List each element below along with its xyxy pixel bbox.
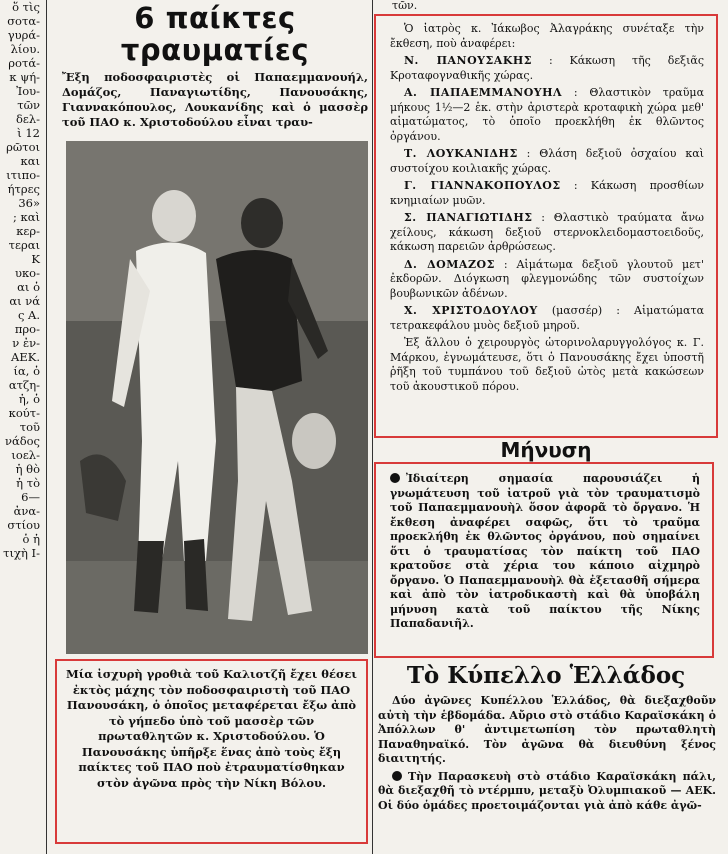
top-fragment: τῶν. — [392, 0, 418, 12]
report-intro: Ὁ ἰατρὸς κ. Ἰάκωβος Ἀλαγράκης συνέταξε τὴν ἔκθεση, ποὺ ἀναφέρει: — [390, 22, 704, 50]
left-column-line: ὶ 12 — [17, 126, 40, 140]
left-column-line: κούτ- — [8, 406, 40, 420]
player-name: Χ. ΧΡΙΣΤΟΔΟΥΛΟΥ — [404, 304, 538, 317]
injury-text: : Θλαστικὸ τραύματα ἄνω χείλους, κάκωση δεξιοῦ στερνοκλειδομαστοειδοῦς, κάκωση παρειῶν ἀρθρώσεως. — [390, 211, 704, 253]
left-column-line: 6— — [21, 490, 40, 504]
cup-paragraph-1: Δύο ἀγῶνες Κυπέλλου Ἑλλάδος, θὰ διεξαχθοῦν αὐτὴ τὴν ἑβδομάδα. Αὔριο στὸ στάδιο Καραϊσκάκη ὁ Ἀπόλλων θ' ἀντιμετωπίση τὸν πρωταθλητὴ Παναθηναϊκό. Τὸν ἀγῶνα θὰ διευθύνη ξένος διαιτητής. — [378, 694, 716, 765]
injury-text: : Αἱμάτωμα δεξιοῦ γλουτοῦ μετ' ἐκδορῶν. Διόγκωση φλεγμονώδης τῶν συστοίχων βουβωνικῶν ἀδένων. — [390, 257, 704, 300]
report-entry — [390, 147, 704, 176]
left-column-line: ἡ τὸ — [16, 476, 40, 490]
medical-report-box — [374, 14, 718, 438]
report-entry — [390, 179, 704, 208]
cup-paragraph-2-text: Τὴν Παρασκευὴ στὸ στάδιο Καραϊσκάκη πάλι, θὰ διεξαχθῆ τὸ ντέρμπυ, μεταξὺ Ὀλυμπιακοῦ — ΑΕΚ. Οἱ δύο ὁμάδες προετοιμάζονται γιὰ ἀπὸ κάθε ἀγῶ- — [378, 769, 716, 812]
left-column-line: ἡ θὸ — [15, 462, 40, 476]
left-column-line: υκο- — [15, 266, 40, 280]
left-column-line: προ- — [14, 322, 40, 336]
left-column-fragment — [0, 0, 44, 854]
bullet-icon — [392, 771, 402, 781]
injury-text: : Κάκωση τῆς δεξιᾶς Κροταφογναθικῆς χώρας. — [390, 54, 705, 82]
left-column-line: ἡ, ὁ — [18, 392, 40, 406]
player-name: Τ. ΛΟΥΚΑΝΙΔΗΣ — [404, 147, 518, 160]
report-entry — [390, 86, 704, 144]
left-column-line: ς Α. — [17, 308, 40, 322]
left-column-line: και — [20, 154, 40, 168]
news-photo — [66, 141, 368, 654]
left-column-line: τιχὴ Ι- — [3, 546, 40, 560]
left-column-line: Ἰου- — [16, 84, 40, 98]
column-divider — [372, 0, 373, 854]
player-name: Σ. ΠΑΝΑΓΙΩΤΙΔΗΣ — [404, 211, 533, 224]
left-column-line: σοτα- — [7, 14, 40, 28]
player-name: Ν. ΠΑΝΟΥΣΑΚΗΣ — [404, 54, 533, 67]
report-entry — [390, 211, 704, 255]
left-column-line: δελ- — [15, 112, 40, 126]
report-entry — [390, 54, 704, 83]
left-column-line: Κ — [31, 252, 40, 266]
cup-title: Τὸ Κύπελλο Ἑλλάδος — [406, 662, 686, 689]
cup-article — [378, 694, 716, 816]
left-column-line: ροτά- — [8, 56, 40, 70]
article-lead: Ἔξη ποδοσφαιριστὲς οἱ Παπαεμμανουήλ, Δομάζος, Παναγιωτίδης, Πανουσάκης, Γιαννακόπουλος, Λουκανίδης καὶ ὁ μασσὲρ τοῦ ΠΑΟ κ. Χριστοδούλου εἶναι τραυ- — [62, 70, 368, 129]
injury-text: : Κάκωση προσθίων κνημιαίων μυῶν. — [390, 179, 704, 207]
left-column-line: 36» — [18, 196, 40, 210]
left-column-line: γυρά- — [7, 28, 40, 42]
lawsuit-text: Ἰδιαίτερη σημασία παρουσιάζει ἡ γνωμάτευση τοῦ ἰατροῦ γιὰ τὸν τραυματισμὸ τοῦ Παπαεμμανουὴλ ὅσον ἀφορᾶ τὸ ὄργανο. Ἡ ἔκθεση ἀναφέρει σαφῶς, ὅτι τὸ τραῦμα προεκλήθη ἐκ θλῶντος ὀργάνου, ποὺ σημαίνει ὅτι ὁ τραυματίσας τὸν παίκτη τοῦ ΠΑΟ κρατοῦσε στὰ χέρια του κάποιο αἰχμηρὸ ὄργανο. Ὁ Παπαεμμανουὴλ θὰ ἐξετασθῆ σήμερα καὶ ἀπὸ τὸν ἰατροδικαστὴ καὶ θὰ ὑποβάλη μήνυση κατὰ τοῦ παίκτου τῆς Νίκης Παπαδανιῆλ. — [390, 472, 700, 630]
injury-text: : Θλαστικὸν τραῦμα μήκους 1½—2 ἑκ. στὴν ἀριστερὰ κροταφικὴ χώρα μεθ' αἱματώματος, τὸ ὁποῖο προεκλήθη ἐκ θλῶντος ὀργάνου. — [390, 86, 704, 143]
left-column-line: ὅ τὶς — [12, 0, 40, 14]
column-divider — [46, 0, 47, 854]
left-column-line: κερ- — [16, 224, 40, 238]
left-column-line: ΑΕΚ. — [11, 350, 40, 364]
injury-text: : Θλάση δεξιοῦ ὀσχαίου καὶ συστοίχου κοιλιακῆς χώρας. — [390, 147, 704, 175]
player-name: Δ. ΔΟΜΑΖΟΣ — [404, 257, 495, 271]
headline-line2: τραυματίες — [120, 33, 310, 67]
left-column-line: ρῶτοι — [6, 140, 40, 154]
lawsuit-title: Μήνυση — [500, 438, 592, 462]
headline-line1: 6 παίκτες — [134, 1, 296, 35]
report-entries — [390, 54, 704, 333]
photo-caption: Μία ἰσχυρὴ γροθιὰ τοῦ Καλιοτζῆ ἔχει θέσει ἐκτὸς μάχης τὸν ποδοσφαιριστὴ τοῦ ΠΑΟ Πανουσάκη, ὁ ὁποῖος μεταφέρεται ἔξω ἀπὸ τὸ γήπεδο ὑπὸ τοῦ μασσὲρ τῶν πρωταθλητῶν κ. Χριστοδούλου. Ὁ Πανουσάκης ὑπῆρξε ἕνας ἀπὸ τοὺς ἔξη παίκτες τοῦ ΠΑΟ ποὺ ἐτραυματίσθηκαν στὸν ἀγῶνα πρὸς τὴν Νίκη Βόλου. — [55, 659, 368, 844]
player-name: Α. ΠΑΠΑΕΜΜΑΝΟΥΗΛ — [404, 86, 563, 99]
left-column-line: ατζη- — [8, 378, 40, 392]
injury-text: (μασσέρ) : Αἱματώματα τετρακεφάλου μυὸς δεξιοῦ μηροῦ. — [390, 304, 704, 332]
lawsuit-box — [374, 462, 714, 658]
left-column-line: ὁ ἡ — [22, 532, 40, 546]
left-column-line: νάδος — [4, 434, 40, 448]
left-column-line: αι νά — [9, 294, 40, 308]
left-column-line: ν ἐν- — [12, 336, 40, 350]
left-column-line: λίου. — [10, 42, 40, 56]
bullet-icon — [390, 473, 400, 483]
left-column-line: τοῦ — [19, 420, 40, 434]
left-column-line: στίου — [7, 518, 40, 532]
player-name: Γ. ΓΙΑΝΝΑΚΟΠΟΥΛΟΣ — [404, 179, 561, 192]
left-column-line: ἀνα- — [13, 504, 40, 518]
left-column-line: κ ψή- — [9, 70, 40, 84]
left-column-line: ιτιπο- — [6, 168, 40, 182]
report-closing: Ἐξ ἄλλου ὁ χειρουργὸς ὠτορινολαρυγγολόγος κ. Γ. Μάρκου, ἐγνωμάτευσε, ὅτι ὁ Πανουσάκης ἔχει ὑποστῆ ῥῆξη τοῦ τυμπάνου τοῦ δεξιοῦ ὠτὸς μετὰ κακώσεων τοῦ ἀκουστικοῦ πόρου. — [390, 336, 704, 393]
left-column-line: ; καὶ — [13, 210, 40, 224]
left-column-line: αι ὁ — [17, 280, 40, 294]
left-column-line: ιοελ- — [11, 448, 40, 462]
report-entry — [390, 258, 704, 302]
left-column-line: τεραι — [8, 238, 40, 252]
left-column-line: ήτρες — [7, 182, 40, 196]
report-entry — [390, 304, 704, 333]
left-column-line: τῶν — [17, 98, 40, 112]
cup-paragraph-2 — [378, 770, 716, 814]
left-column-line: ία, ὁ — [13, 364, 40, 378]
photo-illustration — [66, 141, 368, 654]
